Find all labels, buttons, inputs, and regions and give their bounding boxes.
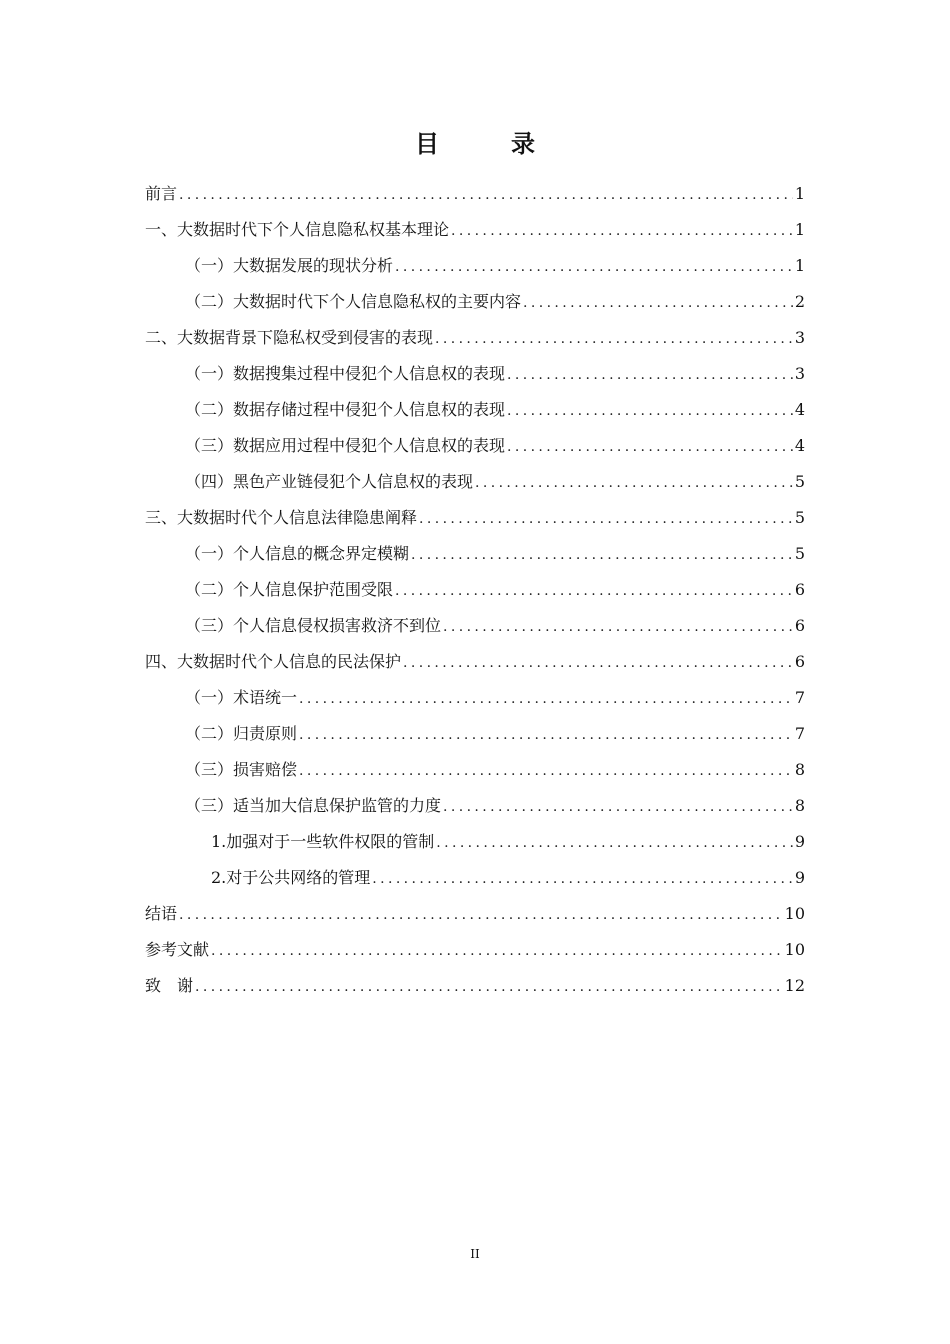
toc-entry-title: 二、大数据背景下隐私权受到侵害的表现 [145, 328, 434, 347]
toc-entry-page: 1 [794, 220, 805, 239]
toc-dot-leader [195, 969, 783, 1005]
toc-dot-leader [403, 645, 793, 681]
toc-entry-title: 致 谢 [145, 976, 194, 995]
page-title: 目 录 [415, 130, 559, 158]
toc-entry[interactable] [145, 536, 805, 572]
toc-dot-leader [523, 285, 793, 321]
toc-entry-title: 结语 [145, 904, 178, 923]
toc-entry[interactable] [145, 320, 805, 356]
toc-entry[interactable] [145, 572, 805, 608]
toc-dot-leader [395, 249, 793, 285]
toc-entry[interactable] [145, 932, 805, 968]
toc-dot-leader [443, 789, 793, 825]
toc-entry[interactable] [145, 716, 805, 752]
toc-dot-leader [475, 465, 793, 501]
toc-dot-leader [436, 825, 793, 861]
toc-dot-leader [419, 501, 793, 537]
toc-entry-page: 9 [794, 832, 805, 851]
toc-entry-title: （一）术语统一 [185, 688, 298, 707]
toc-entry[interactable] [145, 896, 805, 932]
toc-entry-title: 一、大数据时代下个人信息隐私权基本理论 [145, 220, 450, 239]
toc-entry-title: （二）大数据时代下个人信息隐私权的主要内容 [185, 292, 522, 311]
toc-entry[interactable] [145, 824, 805, 860]
toc-entry[interactable] [145, 500, 805, 536]
toc-entry[interactable] [145, 392, 805, 428]
toc-entry-title: 1.加强对于一些软件权限的管制 [211, 832, 435, 851]
toc-entry-page: 6 [794, 580, 805, 599]
toc-entry-page: 3 [794, 364, 805, 383]
toc-dot-leader [507, 429, 793, 465]
toc-entry[interactable] [145, 788, 805, 824]
toc-entry-title: （一）个人信息的概念界定模糊 [185, 544, 410, 563]
toc-entry-title: （二）个人信息保护范围受限 [185, 580, 394, 599]
toc-entry[interactable] [145, 644, 805, 680]
toc-dot-leader [179, 177, 793, 213]
toc-entry-title: （二）数据存储过程中侵犯个人信息权的表现 [185, 400, 506, 419]
toc-entry-page: 4 [794, 436, 805, 455]
toc-entry-title: （一）数据搜集过程中侵犯个人信息权的表现 [185, 364, 506, 383]
toc-dot-leader [435, 321, 793, 357]
toc-entry[interactable] [145, 752, 805, 788]
toc-entry-title: （三）个人信息侵权损害救济不到位 [185, 616, 442, 635]
toc-entry-page: 7 [794, 724, 805, 743]
toc-dot-leader [372, 861, 793, 897]
toc-dot-leader [299, 753, 793, 789]
toc-entry-page: 6 [794, 652, 805, 671]
toc-entry-title: 参考文献 [145, 940, 210, 959]
toc-entry-page: 2 [794, 292, 805, 311]
toc-entry-title: （三）数据应用过程中侵犯个人信息权的表现 [185, 436, 506, 455]
toc-entry-page: 10 [784, 940, 805, 959]
toc-entry-title: （一）大数据发展的现状分析 [185, 256, 394, 275]
toc-entry-title: （二）归责原则 [185, 724, 298, 743]
toc-entry-page: 5 [794, 508, 805, 527]
toc-entry[interactable] [145, 428, 805, 464]
toc-entry-title: 四、大数据时代个人信息的民法保护 [145, 652, 402, 671]
toc-entry-title: 前言 [145, 184, 178, 203]
toc-entry-page: 4 [794, 400, 805, 419]
toc-entry-page: 1 [794, 256, 805, 275]
toc-entry-title: （三）损害赔偿 [185, 760, 298, 779]
toc-dot-leader [179, 897, 783, 933]
toc-entry-page: 8 [794, 796, 805, 815]
toc-entry-page: 1 [794, 184, 805, 203]
toc-entry-page: 7 [794, 688, 805, 707]
toc-entry-title: （三）适当加大信息保护监管的力度 [185, 796, 442, 815]
toc-entry-page: 5 [794, 472, 805, 491]
page-number: II [470, 1247, 480, 1261]
toc-dot-leader [211, 933, 783, 969]
toc-entry-page: 12 [784, 976, 805, 995]
toc-dot-leader [299, 681, 793, 717]
toc-dot-leader [507, 357, 793, 393]
toc-entry-title: 2.对于公共网络的管理 [211, 868, 371, 887]
toc-entry-page: 6 [794, 616, 805, 635]
toc-entry-page: 3 [794, 328, 805, 347]
toc-entry[interactable] [145, 968, 805, 1004]
toc-dot-leader [395, 573, 793, 609]
toc-entry[interactable] [145, 464, 805, 500]
table-of-contents [145, 176, 805, 1004]
toc-dot-leader [451, 213, 793, 249]
toc-entry[interactable] [145, 608, 805, 644]
toc-entry[interactable] [145, 212, 805, 248]
toc-entry[interactable] [145, 860, 805, 896]
toc-entry[interactable] [145, 356, 805, 392]
toc-dot-leader [443, 609, 793, 645]
toc-entry-page: 8 [794, 760, 805, 779]
toc-entry-title: 三、大数据时代个人信息法律隐患阐释 [145, 508, 418, 527]
toc-dot-leader [299, 717, 793, 753]
toc-entry[interactable] [145, 680, 805, 716]
toc-entry-page: 5 [794, 544, 805, 563]
toc-entry[interactable] [145, 248, 805, 284]
toc-entry[interactable] [145, 176, 805, 212]
toc-entry-page: 10 [784, 904, 805, 923]
toc-entry[interactable] [145, 284, 805, 320]
toc-entry-title: （四）黑色产业链侵犯个人信息权的表现 [185, 472, 474, 491]
toc-dot-leader [411, 537, 793, 573]
toc-dot-leader [507, 393, 793, 429]
toc-entry-page: 9 [794, 868, 805, 887]
